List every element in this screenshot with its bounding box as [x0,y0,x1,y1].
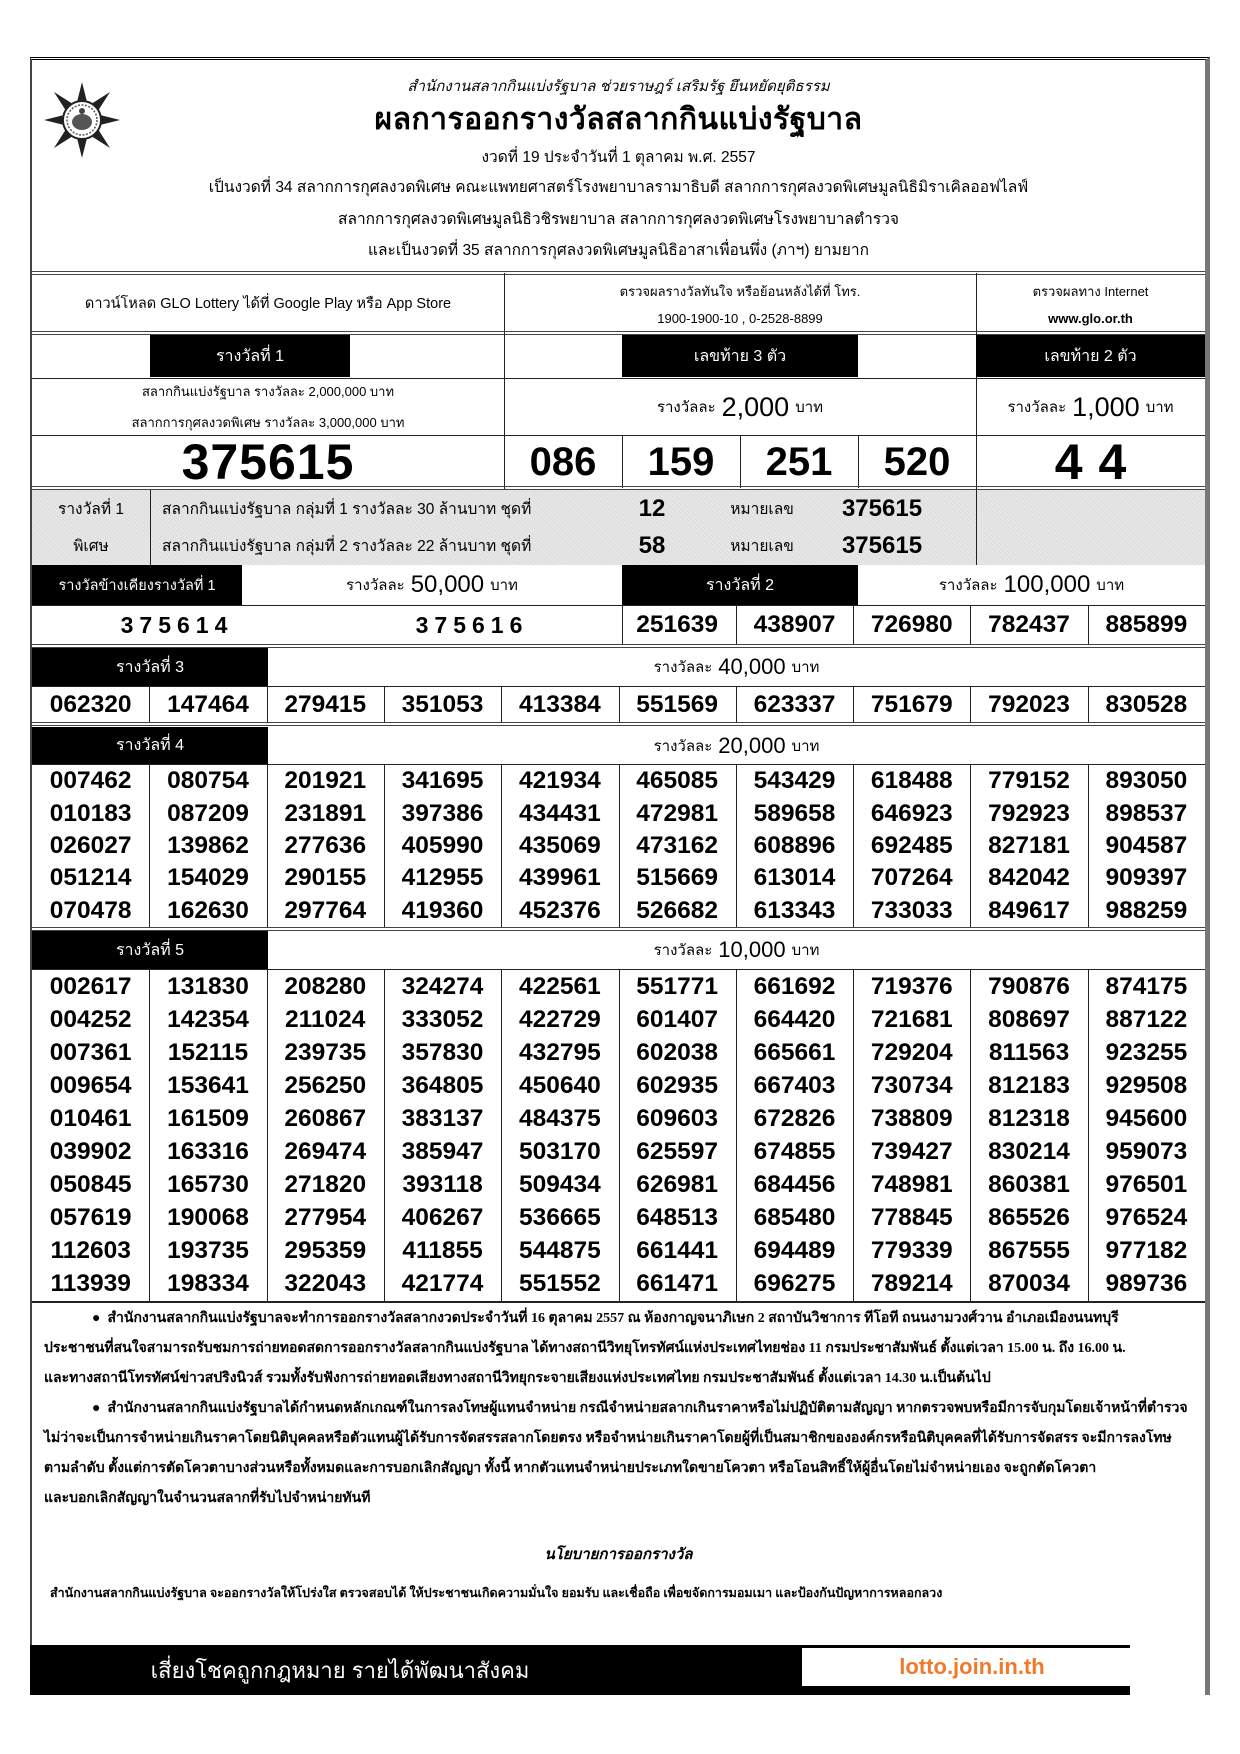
divider [619,765,620,927]
fifth-prize-number: 602935 [636,1071,719,1099]
fifth-prize-number: 131830 [167,972,249,1000]
fourth-prize-number: 893050 [1105,767,1188,795]
last-three-amount [504,379,976,435]
fifth-prize-amount [268,931,1205,969]
fourth-prize-number: 827181 [988,831,1070,859]
fourth-prize-number: 434431 [518,799,601,827]
fifth-prize-number: 536665 [518,1204,601,1232]
fifth-prize-number: 739427 [870,1138,953,1166]
divider [267,970,268,1301]
divider [736,765,737,927]
note-1-line: และทางสถานีโทรทัศน์ข่าวสปริงนิวส์ รวมทั้งรับฟังการถ่ายทอดเสียงทางสถานีวิทยุกระจายเสียงแห่งประเทศไทย กรมประชาสัมพันธ์ ตั้งแต่เวลา 14.30 น.เป็นต้นไป [44,1371,991,1386]
fifth-prize-number: 674855 [753,1138,836,1166]
divider [384,765,385,927]
fifth-prize-number: 393118 [402,1171,483,1199]
fourth-prize-number: 421934 [518,767,601,795]
fourth-prize-number: 472981 [636,799,719,827]
special-row-text: สลากกินแบ่งรัฐบาล กลุ่มที่ 2 รางวัลละ 22 ล้านบาท ชุดที่ [162,538,532,555]
fifth-prize-number: 867555 [988,1237,1070,1265]
fifth-prize-label: รางวัลที่ 5 [32,931,268,969]
last-two-number: 44 [1054,434,1143,490]
fifth-prize-number: 648513 [636,1204,719,1232]
divider [853,970,854,1301]
fifth-prize-number: 153641 [167,1071,249,1099]
amount-suffix: บาท [791,737,820,755]
fifth-prize-number: 002617 [49,972,132,1000]
divider [853,765,854,927]
fifth-prize-number: 729204 [870,1038,953,1066]
policy-text: สำนักงานสลากกินแบ่งรัฐบาล จะออกรางวัลให้โปร่งใส ตรวจสอบได้ ให้ประชาชนเกิดความมั่นใจ ยอมรับ และเชื่อถือ เพื่อขจัดการมอมเมา และป้องกันปัญหาการหลอกลวง [50,1586,943,1600]
fifth-prize-number: 661441 [636,1237,719,1265]
fifth-prize-number: 112603 [50,1237,131,1265]
fifth-prize-number: 661471 [636,1270,719,1298]
page-title: ผลการออกรางวัลสลากกินแบ่งรัฐบาล [374,103,863,136]
fourth-prize-number: 988259 [1105,896,1188,924]
fourth-prize-number: 070478 [49,896,132,924]
fourth-prize-number: 515669 [636,864,719,892]
second-prize-amount [858,565,1205,605]
last-three-number: 159 [647,439,715,484]
fourth-prize-number: 087209 [167,799,249,827]
adjacent-number: 375616 [415,611,529,638]
fifth-prize-number: 790876 [988,972,1070,1000]
fifth-prize-number: 789214 [870,1270,953,1298]
first-prize-label: รางวัลที่ 1 [150,335,350,377]
fifth-prize-number: 422729 [518,1005,601,1033]
fourth-prize-number: 613014 [753,864,836,892]
amount-value: 20,000 [718,732,786,758]
fourth-prize-number: 231891 [284,799,367,827]
fifth-prize-number: 190068 [167,1204,249,1232]
divider [736,687,737,722]
fifth-prize-number: 748981 [870,1171,953,1199]
fourth-prize-number: 792923 [988,799,1070,827]
amount-prefix: รางวัลละ [346,577,405,594]
divider [970,687,971,722]
third-prize-number: 551569 [636,690,719,718]
fifth-prize-number: 684456 [753,1171,836,1199]
phone-label: ตรวจผลรางวัลทันใจ หรือย้อนหลังได้ที่ โทร. [619,283,861,299]
fourth-prize-number: 419360 [401,896,484,924]
special-row-text: สลากกินแบ่งรัฐบาล กลุ่มที่ 1 รางวัลละ 30 ล้านบาท ชุดที่ [162,501,532,518]
fifth-prize-number: 923255 [1105,1038,1188,1066]
fourth-prize-number: 646923 [870,799,953,827]
divider [1088,606,1089,644]
divider [970,606,971,644]
last-two-amount [976,379,1205,435]
fourth-prize-number: 904587 [1105,831,1188,859]
fourth-prize-number: 692485 [870,831,953,859]
fifth-prize-number: 870034 [988,1270,1070,1298]
fifth-prize-number: 959073 [1105,1138,1188,1166]
fourth-prize-number: 162630 [167,896,249,924]
divider [619,970,620,1301]
divider [501,970,502,1301]
fourth-prize-number: 297764 [284,896,367,924]
fourth-prize-number: 733033 [870,896,953,924]
divider [1088,765,1089,927]
fifth-prize-number: 333052 [401,1005,484,1033]
fifth-prize-number: 665661 [753,1038,836,1066]
note-1-line [44,1304,1194,1334]
fifth-prize-number: 626981 [636,1171,719,1199]
third-prize-amount [268,648,1205,686]
divider [619,687,620,722]
divider [970,765,971,927]
fifth-prize-number: 421774 [401,1270,484,1298]
fifth-prize-number: 874175 [1105,972,1188,1000]
fifth-prize-number: 050845 [49,1171,132,1199]
fifth-prize-number: 256250 [284,1071,367,1099]
website-link[interactable]: www.glo.or.th [1048,310,1133,326]
amount-suffix: บาท [791,659,820,676]
site-link[interactable]: lotto.join.in.th [802,1648,1142,1686]
third-prize-number: 413384 [518,690,601,718]
fourth-prize-number: 909397 [1105,864,1188,892]
special-number: 375615 [841,494,923,522]
fourth-prize-number: 779152 [988,767,1070,795]
fourth-prize-number: 526682 [636,896,719,924]
special-number: 375615 [841,531,923,559]
divider [384,687,385,722]
fourth-prize-number: 543429 [753,767,836,795]
fifth-prize-number: 503170 [518,1138,601,1166]
divider [267,687,268,722]
last-three-label: เลขท้าย 3 ตัว [622,335,858,377]
amount-suffix: บาท [490,577,518,594]
footer-slogan: เสี่ยงโชคถูกกฎหมาย รายได้พัฒนาสังคม [150,1657,530,1683]
fifth-prize-number: 432795 [518,1038,601,1066]
fifth-prize-number: 484375 [518,1104,601,1132]
fifth-prize-number: 694489 [753,1237,836,1265]
fifth-prize-number: 664420 [753,1005,836,1033]
first-prize-amounts [32,379,504,435]
amount-prefix: รางวัลละ [653,942,713,959]
second-prize-label: รางวัลที่ 2 [622,565,858,605]
divider [970,970,971,1301]
divider [976,490,977,565]
fifth-prize-number: 295359 [284,1237,367,1265]
fifth-prize-number: 004252 [49,1005,132,1033]
fifth-prize-number: 385947 [401,1138,484,1166]
fifth-prize-number: 811563 [988,1038,1070,1066]
fifth-prize-number: 422561 [518,972,601,1000]
fourth-prize-number: 010183 [49,799,132,827]
fourth-prize-number: 154029 [167,864,249,892]
fourth-prize-number: 842042 [988,864,1070,892]
divider [736,970,737,1301]
fifth-prize-number: 324274 [401,972,484,1000]
amount-prefix: รางวัลละ [653,737,713,755]
special-label: รางวัลที่ 1 [58,501,124,518]
fifth-prize-number: 357830 [401,1038,484,1066]
fourth-prize-label: รางวัลที่ 4 [32,727,268,764]
amount-prefix: รางวัลละ [938,577,998,594]
amount-suffix: บาท [1096,577,1125,594]
second-prize-number: 251639 [636,611,719,638]
charity-line: เป็นงวดที่ 34 สลากการกุศลงวดพิเศษ คณะแพทยศาสตร์โรงพยาบาลรามาธิบดี สลากการกุศลงวดพิเศษมูลนิธิมิราเคิลออฟไลฟ์ [208,179,1029,196]
fifth-prize-number: 411855 [402,1237,483,1265]
fifth-prize-number: 163316 [167,1138,249,1166]
divider [1088,687,1089,722]
first-prize-amount-charity: สลากการกุศลงวดพิเศษ รางวัลละ 3,000,000 บาท [131,415,405,430]
amount-value: 2,000 [721,391,790,422]
fifth-prize-number: 208280 [284,972,367,1000]
fourth-prize-number: 139862 [167,831,249,859]
internet-label: ตรวจผลทาง Internet [1032,283,1149,299]
fifth-prize-number: 193735 [167,1237,249,1265]
fifth-prize-number: 450640 [518,1071,601,1099]
divider [149,765,150,927]
fourth-prize-number: 439961 [518,864,601,892]
fifth-prize-number: 887122 [1105,1005,1188,1033]
third-prize-label: รางวัลที่ 3 [32,648,268,686]
amount-value: 1,000 [1072,391,1140,422]
fifth-prize-number: 142354 [167,1005,249,1033]
fifth-prize-number: 989736 [1105,1270,1188,1298]
last-three-number: 251 [765,439,833,484]
fourth-prize-number: 435069 [518,831,601,859]
divider [736,606,737,644]
fifth-prize-number: 696275 [753,1270,836,1298]
first-prize-amount-regular: สลากกินแบ่งรัฐบาล รางวัลละ 2,000,000 บาท [141,384,395,399]
divider [1088,970,1089,1301]
fifth-prize-number: 322043 [284,1270,367,1298]
third-prize-number: 792023 [988,690,1070,718]
amount-prefix: รางวัลละ [656,399,716,416]
divider [853,687,854,722]
fifth-prize-number: 198334 [167,1270,249,1298]
first-prize-number: 375615 [181,434,355,490]
fourth-prize-number: 201921 [284,767,367,795]
third-prize-number: 751679 [870,690,953,718]
internet-info [976,273,1205,333]
fifth-prize-number: 551771 [636,972,719,1000]
lottery-result-sheet [30,57,1210,1695]
draw-date: งวดที่ 19 ประจำวันที่ 1 ตุลาคม พ.ศ. 2557 [481,149,756,166]
last-three-number: 520 [883,439,951,484]
amount-value: 10,000 [718,937,786,962]
second-prize-number: 726980 [870,611,953,638]
fifth-prize-number: 260867 [284,1104,367,1132]
fifth-prize-number: 977182 [1105,1237,1188,1265]
amount-value: 40,000 [718,654,786,679]
note-2-line: ตามลำดับ ตั้งแต่การตัดโควตาบางส่วนหรือทั้งหมดและการบอกเลิกสัญญา ทั้งนี้ หากตัวแทนจำหน่ายประเภทใดขายโควตา หรือโอนสิทธิ์ให้ผู้อื่นโดยไม่จำหน่ายเอง จะถูกตัดโควตา [44,1461,1097,1476]
fifth-prize-number: 830214 [988,1138,1070,1166]
announcement-notes [44,1304,1194,1514]
adjacent-prize-label: รางวัลข้างเคียงรางวัลที่ 1 [32,565,242,605]
amount-value: 50,000 [410,571,485,598]
fifth-prize-number: 165730 [167,1171,249,1199]
fifth-prize-number: 672826 [753,1104,836,1132]
fourth-prize-number: 618488 [870,767,953,795]
fifth-prize-number: 509434 [518,1171,601,1199]
fourth-prize-number: 007462 [49,767,132,795]
fourth-prize-number: 290155 [284,864,367,892]
third-prize-number: 062320 [49,690,132,718]
third-prize-number: 830528 [1105,690,1188,718]
fifth-prize-number: 551552 [518,1270,601,1298]
special-label: พิเศษ [73,538,109,555]
fifth-prize-number: 609603 [636,1104,719,1132]
fifth-prize-number: 721681 [870,1005,953,1033]
fourth-prize-number: 080754 [167,767,249,795]
fifth-prize-number: 383137 [401,1104,484,1132]
amount-value: 100,000 [1003,571,1091,598]
fifth-prize-number: 271820 [284,1171,367,1199]
bullet-icon: ● [92,1311,101,1326]
adjacent-prize-amount [242,565,622,605]
fourth-prize-number: 473162 [636,831,719,859]
third-prize-number: 351053 [401,690,484,718]
fourth-prize-number: 051214 [49,864,132,892]
fifth-prize-number: 719376 [870,972,953,1000]
policy-title: นโยบายการออกรางวัล [544,1547,693,1563]
fifth-prize-number: 269474 [284,1138,367,1166]
fourth-prize-number: 397386 [401,799,484,827]
fifth-prize-number: 779339 [870,1237,953,1265]
fifth-prize-number: 929508 [1105,1071,1188,1099]
amount-suffix: บาท [795,399,824,416]
app-download-note: ดาวน์โหลด GLO Lottery ได้ที่ Google Play หรือ App Store [84,295,452,312]
fifth-prize-number: 161509 [167,1104,249,1132]
fourth-prize-number: 465085 [636,767,719,795]
fifth-prize-number: 239735 [284,1038,367,1066]
fourth-prize-number: 412955 [401,864,484,892]
fifth-prize-number: 057619 [49,1204,132,1232]
divider [384,970,385,1301]
second-prize-number: 782437 [988,611,1070,638]
special-set-number: 58 [638,531,666,559]
fourth-prize-number: 405990 [401,831,484,859]
third-prize-number: 147464 [167,690,249,718]
divider [149,970,150,1301]
fifth-prize-number: 808697 [988,1005,1070,1033]
last-two-label: เลขท้าย 2 ตัว [976,335,1205,377]
divider [150,490,151,565]
fourth-prize-number: 898537 [1105,799,1188,827]
divider [853,606,854,644]
divider [267,765,268,927]
fifth-prize-number: 152115 [167,1038,249,1066]
special-number-label: หมายเลข [730,538,794,555]
fifth-prize-number: 976501 [1105,1171,1188,1199]
fifth-prize-number: 685480 [753,1204,836,1232]
motto: สำนักงานสลากกินแบ่งรัฐบาล ช่วยราษฎร์ เสริมรัฐ ยึนหยัดยุติธรรม [407,78,830,95]
fifth-prize-number: 039902 [49,1138,132,1166]
fourth-prize-number: 849617 [988,896,1070,924]
fifth-prize-number: 010461 [49,1104,132,1132]
fifth-prize-number: 601407 [636,1005,719,1033]
amount-suffix: บาท [1145,399,1174,416]
note-2-line [44,1394,1194,1424]
divider [149,687,150,722]
note-text: สำนักงานสลากกินแบ่งรัฐบาลได้กำหนดหลักเกณฑ์ในการลงโทษผู้แทนจำหน่าย กรณีจำหน่ายสลากเกินราคาหรือไม่ปฏิบัติตามสัญญา หากตรวจพบหรือมีการจับกุมโดยเจ้าหน้าที่ตำรวจ [107,1401,1188,1416]
note-2-line: ไม่ว่าจะเป็นการจำหน่ายเกินราคาโดยนิติบุคคลหรือตัวแทนผู้ได้รับการจัดสรรสลากโดยตรง หรือจำหน่ายเกินราคาโดยผู้ที่เป็นสมาชิกขององค์กรหรือนิติบุคคลที่ได้รับการจัดสรร จะมีการลงโทษ [44,1431,1172,1446]
third-prize-number: 279415 [284,690,367,718]
second-prize-number: 885899 [1105,611,1188,638]
fourth-prize-number: 608896 [753,831,836,859]
fifth-prize-number: 976524 [1105,1204,1188,1232]
amount-prefix: รางวัลละ [1007,399,1067,416]
fifth-prize-number: 544875 [518,1237,601,1265]
fifth-prize-number: 667403 [753,1071,836,1099]
fourth-prize-number: 613343 [753,896,836,924]
fifth-prize-number: 860381 [988,1171,1070,1199]
second-prize-number: 438907 [753,611,836,638]
fifth-prize-number: 602038 [636,1038,719,1066]
charity-line: และเป็นงวดที่ 35 สลากการกุศลงวดพิเศษมูลนิธิอาสาเพื่อนพึ่ง (ภาฯ) ยามยาก [368,242,869,259]
fifth-prize-number: 738809 [870,1104,953,1132]
divider [501,765,502,927]
fifth-prize-number: 211024 [285,1005,366,1033]
fifth-prize-number: 007361 [49,1038,132,1066]
divider [501,687,502,722]
fifth-prize-number: 945600 [1105,1104,1188,1132]
last-three-number: 086 [529,439,597,484]
fifth-prize-number: 661692 [753,972,836,1000]
fourth-prize-number: 341695 [401,767,484,795]
fourth-prize-number: 589658 [753,799,836,827]
amount-prefix: รางวัลละ [653,659,713,676]
adjacent-number: 375614 [120,611,234,638]
phone-numbers: 1900-1900-10 , 0-2528-8899 [657,310,823,326]
divider [32,1301,1205,1303]
fifth-prize-number: 113939 [50,1270,131,1298]
charity-line: สลากการกุศลงวดพิเศษมูลนิธิวชิรพยาบาล สลากการกุศลงวดพิเศษโรงพยาบาลตำรวจ [338,211,899,228]
fifth-prize-number: 730734 [870,1071,953,1099]
fourth-prize-amount [268,727,1205,764]
fourth-prize-number: 707264 [870,864,953,892]
fifth-prize-number: 406267 [401,1204,484,1232]
fifth-prize-number: 778845 [870,1204,953,1232]
amount-suffix: บาท [791,942,820,959]
fifth-prize-number: 277954 [284,1204,367,1232]
note-text: สำนักงานสลากกินแบ่งรัฐบาลจะทำการออกรางวัลสลากงวดประจำวันที่ 16 ตุลาคม 2557 ณ ห้องกาญจนาภิเษก 2 สถาบันวิชาการ ทีโอที ถนนงามวงศ์วาน อำเภอเมืองนนทบุรี [107,1311,1119,1326]
bullet-icon: ● [92,1401,101,1416]
special-set-number: 12 [638,494,666,522]
third-prize-number: 623337 [753,690,836,718]
fourth-prize-number: 277636 [284,831,367,859]
fourth-prize-number: 026027 [49,831,132,859]
fifth-prize-number: 812318 [988,1104,1070,1132]
fifth-prize-number: 364805 [401,1071,484,1099]
fifth-prize-number: 009654 [49,1071,132,1099]
fifth-prize-number: 865526 [988,1204,1070,1232]
fifth-prize-number: 812183 [988,1071,1070,1099]
fifth-prize-number: 625597 [636,1138,719,1166]
divider [32,722,1205,726]
fourth-prize-number: 452376 [518,896,601,924]
note-1-line: ประชาชนที่สนใจสามารถรับชมการถ่ายทอดสดการออกรางวัลสลากกินแบ่งรัฐบาล ได้ทางสถานีวิทยุโทรทัศน์แห่งประเทศไทยช่อง 11 กรมประชาสัมพันธ์ ตั้งแต่เวลา 15.00 น. ถึง 16.00 น. [44,1341,1126,1356]
special-number-label: หมายเลข [730,501,794,518]
phone-info [504,273,976,333]
note-2-line: และบอกเลิกสัญญาในจำนวนสลากที่รับไปจำหน่ายทันที [44,1491,371,1506]
